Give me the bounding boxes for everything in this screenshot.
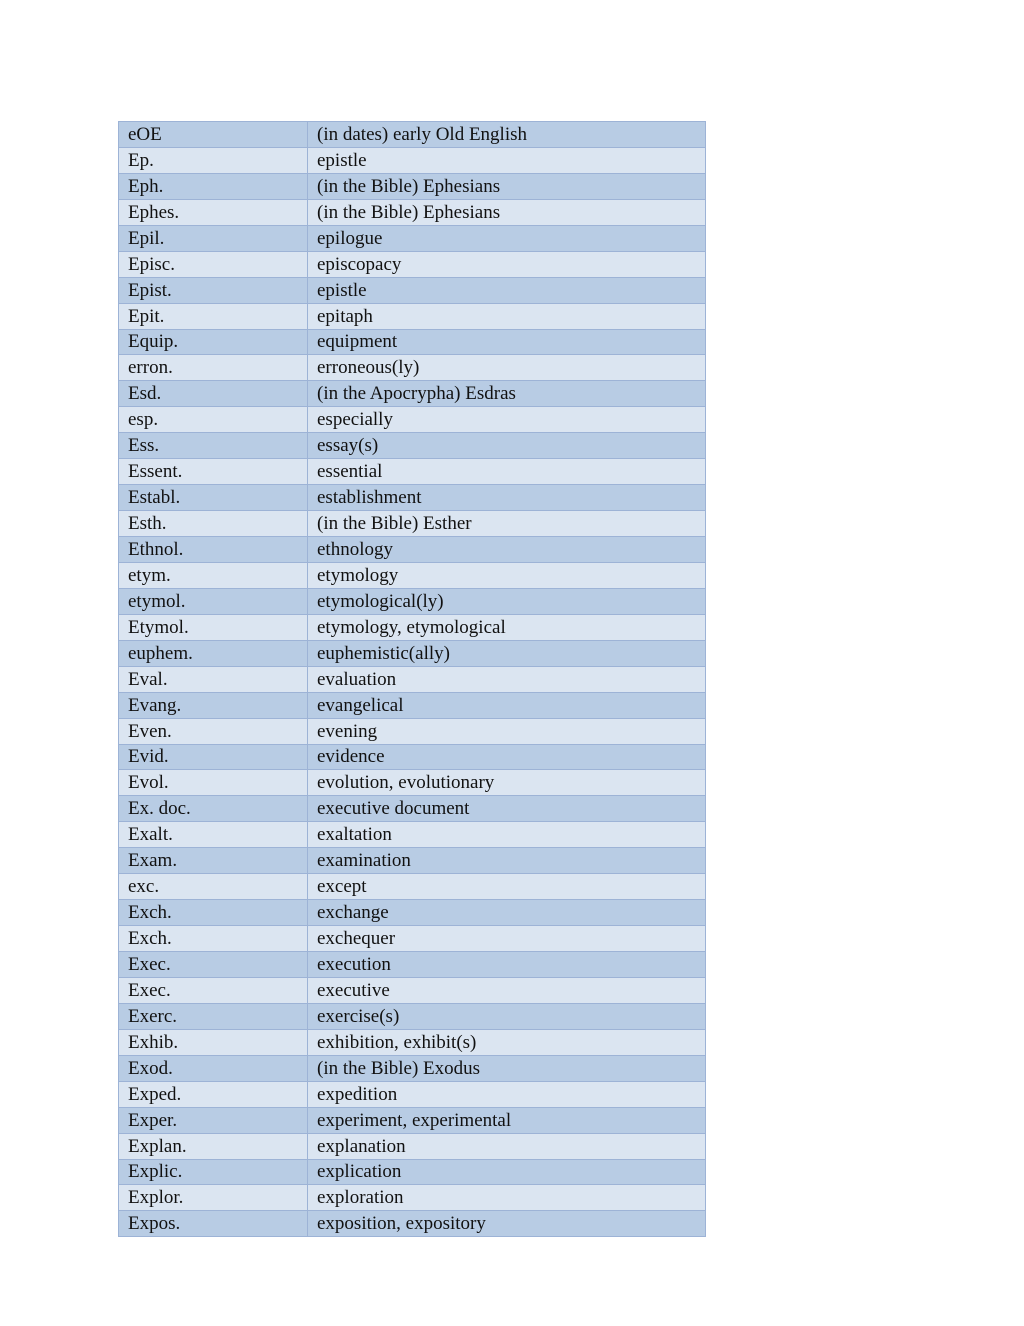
table-row	[119, 277, 706, 303]
abbreviation-cell: Exalt.	[119, 822, 308, 848]
meaning-cell: epilogue	[308, 225, 706, 251]
table-row	[119, 874, 706, 900]
table-row	[119, 822, 706, 848]
table-row	[119, 977, 706, 1003]
meaning-cell: especially	[308, 407, 706, 433]
meaning-cell: except	[308, 874, 706, 900]
table-row	[119, 848, 706, 874]
abbreviation-cell: Essent.	[119, 459, 308, 485]
table-row	[119, 952, 706, 978]
abbreviation-cell: Exec.	[119, 977, 308, 1003]
abbreviation-cell: Exec.	[119, 952, 308, 978]
table-row	[119, 718, 706, 744]
abbreviation-cell: Evang.	[119, 692, 308, 718]
abbreviation-cell: Explor.	[119, 1185, 308, 1211]
abbreviation-cell: Exch.	[119, 900, 308, 926]
abbreviation-cell: Epil.	[119, 225, 308, 251]
meaning-cell: evening	[308, 718, 706, 744]
meaning-cell: executive document	[308, 796, 706, 822]
table-row	[119, 900, 706, 926]
table-row	[119, 173, 706, 199]
meaning-cell: epitaph	[308, 303, 706, 329]
meaning-cell: exercise(s)	[308, 1003, 706, 1029]
abbreviation-cell: Establ.	[119, 485, 308, 511]
table-row	[119, 562, 706, 588]
table-row	[119, 1211, 706, 1237]
abbreviation-cell: Etymol.	[119, 614, 308, 640]
abbreviation-cell: Epist.	[119, 277, 308, 303]
abbreviation-cell: etym.	[119, 562, 308, 588]
meaning-cell: explication	[308, 1159, 706, 1185]
table-row	[119, 926, 706, 952]
abbreviation-table-body	[119, 122, 706, 1237]
meaning-cell: (in the Bible) Ephesians	[308, 173, 706, 199]
table-row	[119, 199, 706, 225]
table-row	[119, 355, 706, 381]
meaning-cell: explanation	[308, 1133, 706, 1159]
table-row	[119, 796, 706, 822]
meaning-cell: (in dates) early Old English	[308, 122, 706, 148]
meaning-cell: execution	[308, 952, 706, 978]
table-row	[119, 588, 706, 614]
table-row	[119, 1029, 706, 1055]
table-row	[119, 381, 706, 407]
abbreviation-cell: Explic.	[119, 1159, 308, 1185]
abbreviation-cell: euphem.	[119, 640, 308, 666]
abbreviation-cell: Esth.	[119, 511, 308, 537]
meaning-cell: erroneous(ly)	[308, 355, 706, 381]
meaning-cell: episcopacy	[308, 251, 706, 277]
abbreviation-cell: Ethnol.	[119, 537, 308, 563]
meaning-cell: evolution, evolutionary	[308, 770, 706, 796]
abbreviation-cell: Exod.	[119, 1055, 308, 1081]
abbreviation-cell: Evol.	[119, 770, 308, 796]
meaning-cell: executive	[308, 977, 706, 1003]
abbreviation-cell: Evid.	[119, 744, 308, 770]
abbreviation-cell: Exerc.	[119, 1003, 308, 1029]
meaning-cell: epistle	[308, 147, 706, 173]
table-row	[119, 433, 706, 459]
meaning-cell: exhibition, exhibit(s)	[308, 1029, 706, 1055]
meaning-cell: evaluation	[308, 666, 706, 692]
meaning-cell: exposition, expository	[308, 1211, 706, 1237]
meaning-cell: expedition	[308, 1081, 706, 1107]
meaning-cell: (in the Apocrypha) Esdras	[308, 381, 706, 407]
table-row	[119, 537, 706, 563]
table-row	[119, 407, 706, 433]
table-row	[119, 1159, 706, 1185]
abbreviation-cell: Exam.	[119, 848, 308, 874]
abbreviation-cell: Eph.	[119, 173, 308, 199]
meaning-cell: evangelical	[308, 692, 706, 718]
table-row	[119, 459, 706, 485]
meaning-cell: etymological(ly)	[308, 588, 706, 614]
table-row	[119, 1003, 706, 1029]
meaning-cell: evidence	[308, 744, 706, 770]
abbreviation-cell: Exhib.	[119, 1029, 308, 1055]
table-row	[119, 1133, 706, 1159]
table-row	[119, 640, 706, 666]
meaning-cell: establishment	[308, 485, 706, 511]
table-row	[119, 225, 706, 251]
table-row	[119, 303, 706, 329]
abbreviation-cell: Exped.	[119, 1081, 308, 1107]
abbreviation-cell: esp.	[119, 407, 308, 433]
meaning-cell: (in the Bible) Exodus	[308, 1055, 706, 1081]
abbreviation-cell: Exch.	[119, 926, 308, 952]
table-row	[119, 251, 706, 277]
abbreviation-cell: exc.	[119, 874, 308, 900]
abbreviation-cell: Even.	[119, 718, 308, 744]
meaning-cell: examination	[308, 848, 706, 874]
abbreviation-cell: Ephes.	[119, 199, 308, 225]
abbreviation-cell: etymol.	[119, 588, 308, 614]
abbreviation-cell: Episc.	[119, 251, 308, 277]
table-row	[119, 666, 706, 692]
table-row	[119, 511, 706, 537]
table-row	[119, 485, 706, 511]
meaning-cell: etymology	[308, 562, 706, 588]
abbreviation-cell: Ep.	[119, 147, 308, 173]
table-row	[119, 744, 706, 770]
abbreviation-cell: Explan.	[119, 1133, 308, 1159]
meaning-cell: essential	[308, 459, 706, 485]
abbreviation-cell: Eval.	[119, 666, 308, 692]
abbreviation-cell: erron.	[119, 355, 308, 381]
meaning-cell: exchange	[308, 900, 706, 926]
abbreviation-table	[118, 121, 706, 1237]
table-row	[119, 1185, 706, 1211]
meaning-cell: euphemistic(ally)	[308, 640, 706, 666]
abbreviation-cell: Ess.	[119, 433, 308, 459]
meaning-cell: exchequer	[308, 926, 706, 952]
table-row	[119, 770, 706, 796]
table-row	[119, 692, 706, 718]
table-row	[119, 1055, 706, 1081]
meaning-cell: exploration	[308, 1185, 706, 1211]
abbreviation-cell: eOE	[119, 122, 308, 148]
abbreviation-cell: Esd.	[119, 381, 308, 407]
meaning-cell: (in the Bible) Ephesians	[308, 199, 706, 225]
meaning-cell: essay(s)	[308, 433, 706, 459]
meaning-cell: experiment, experimental	[308, 1107, 706, 1133]
meaning-cell: (in the Bible) Esther	[308, 511, 706, 537]
abbreviation-cell: Equip.	[119, 329, 308, 355]
abbreviation-cell: Epit.	[119, 303, 308, 329]
abbreviation-cell: Ex. doc.	[119, 796, 308, 822]
abbreviation-cell: Exper.	[119, 1107, 308, 1133]
abbreviation-cell: Expos.	[119, 1211, 308, 1237]
table-row	[119, 147, 706, 173]
meaning-cell: epistle	[308, 277, 706, 303]
meaning-cell: exaltation	[308, 822, 706, 848]
meaning-cell: etymology, etymological	[308, 614, 706, 640]
meaning-cell: ethnology	[308, 537, 706, 563]
table-row	[119, 329, 706, 355]
table-row	[119, 122, 706, 148]
table-row	[119, 1107, 706, 1133]
meaning-cell: equipment	[308, 329, 706, 355]
table-row	[119, 614, 706, 640]
table-row	[119, 1081, 706, 1107]
